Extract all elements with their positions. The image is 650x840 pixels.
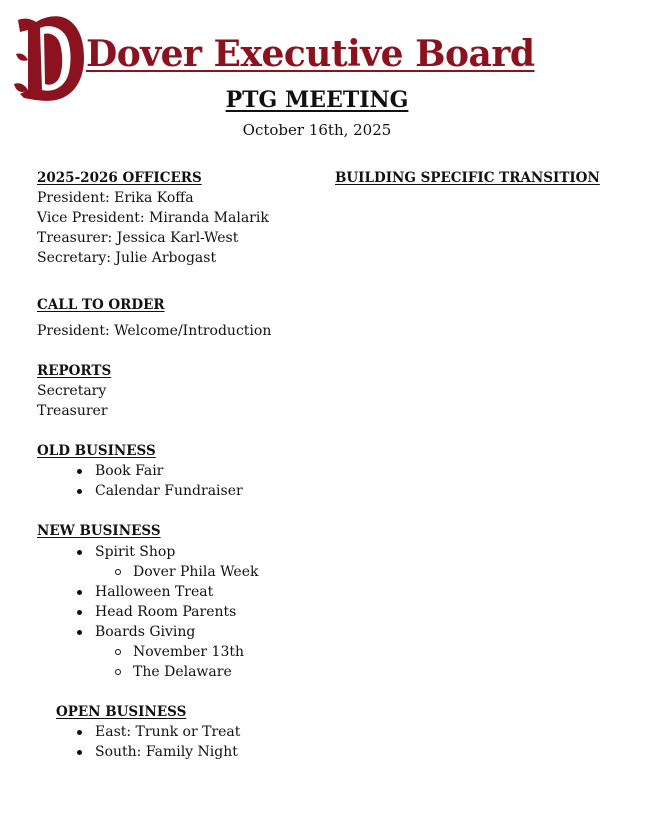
new-business-heading: NEW BUSINESS xyxy=(37,523,161,539)
new-business-item: Spirit Shop xyxy=(95,544,176,560)
officers-heading: 2025-2026 OFFICERS xyxy=(37,170,202,186)
building-transition-heading: BUILDING SPECIFIC TRANSITION xyxy=(335,170,600,186)
new-business-item: Halloween Treat xyxy=(95,584,214,600)
meeting-date: October 16th, 2025 xyxy=(242,121,392,139)
new-business-subitem: November 13th xyxy=(133,644,244,660)
call-to-order-heading: CALL TO ORDER xyxy=(37,297,165,313)
report-item: Treasurer xyxy=(37,403,108,419)
meeting-title: PTG MEETING xyxy=(225,87,409,113)
call-to-order-line: President: Welcome/Introduction xyxy=(37,323,272,339)
new-business-subitem: Dover Phila Week xyxy=(133,564,259,580)
open-business-heading: OPEN BUSINESS xyxy=(56,704,187,720)
open-business-item: East: Trunk or Treat xyxy=(95,724,241,740)
officer-line: Vice President: Miranda Malarik xyxy=(37,210,269,226)
officer-line: President: Erika Koffa xyxy=(37,190,194,206)
old-business-heading: OLD BUSINESS xyxy=(37,443,156,459)
open-business-item: South: Family Night xyxy=(95,744,238,760)
old-business-item: Calendar Fundraiser xyxy=(95,483,243,499)
new-business-item: Head Room Parents xyxy=(95,604,237,620)
new-business-subitem: The Delaware xyxy=(133,664,232,680)
reports-heading: REPORTS xyxy=(37,363,112,379)
new-business-item: Boards Giving xyxy=(95,624,196,640)
board-title: Dover Executive Board xyxy=(86,33,535,75)
old-business-item: Book Fair xyxy=(95,463,164,479)
report-item: Secretary xyxy=(37,383,107,399)
officer-line: Treasurer: Jessica Karl-West xyxy=(37,230,239,246)
officer-line: Secretary: Julie Arbogast xyxy=(37,250,217,266)
